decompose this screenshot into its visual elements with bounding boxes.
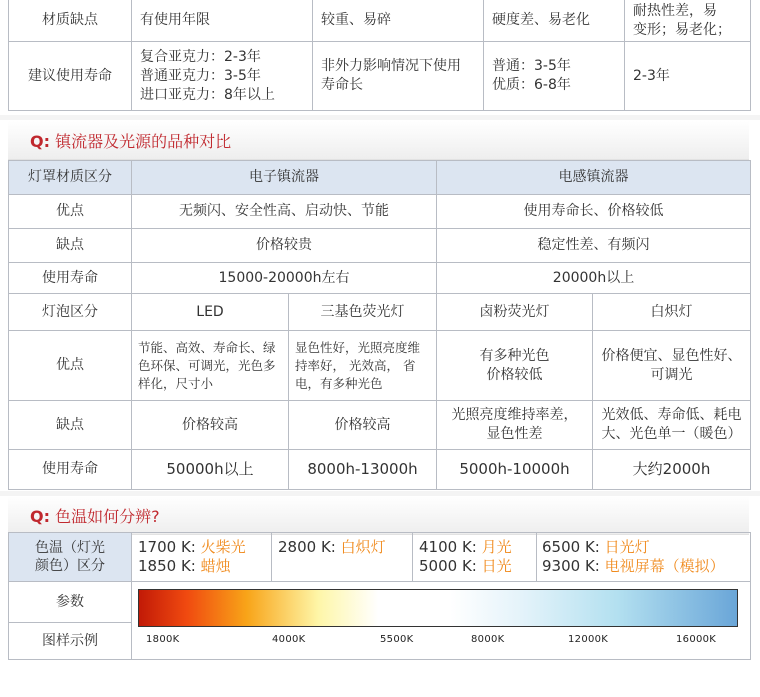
cell [625,0,751,42]
color-temp-row [9,533,751,582]
line: 显色性差 [486,426,543,442]
row-recommended-life [9,42,751,111]
temp-entry [138,538,271,557]
cell [289,401,437,450]
line: 耐热性差，易 [633,2,717,19]
temp-value: 1700 K: [138,538,196,556]
temp-group [272,533,413,581]
row-label: 图样示例 [9,623,132,660]
row-label: 使用寿命 [9,263,132,294]
cell: 15000-20000h左右 [132,263,437,294]
tick-label: 5500K [380,634,414,645]
line: 变形；易老化； [633,21,731,38]
cell [593,401,751,450]
cell: 无频闪、安全性高、启动快、节能 [132,195,437,229]
temp-source: 电视屏幕（模拟） [604,557,725,575]
row-label [9,533,132,582]
temp-source: 日光灯 [604,538,650,556]
temp-value: 4100 K: [419,538,477,556]
tick-label: 16000K [676,634,717,645]
bulb-row-cons [9,401,751,450]
cell: 价格较贵 [132,229,437,263]
separator [0,115,760,120]
ballast-row [9,195,751,229]
cell: 稳定性差、有频闪 [437,229,751,263]
temp-entry [138,557,271,576]
cell [625,42,751,111]
temp-value: 2800 K: [278,538,336,556]
temp-value: 9300 K: [542,557,600,575]
temp-entry [542,538,750,557]
color-temp-values [132,533,751,582]
ballast-row [9,229,751,263]
cell: 20000h以上 [437,263,751,294]
header-incandescent: 白炽灯 [593,294,751,331]
q-mark: Q: [30,507,50,526]
line: 显色性好，光照亮度维 [295,339,421,355]
line: 进口亚克力：8年以上 [140,86,275,103]
header-tri-phosphor: 三基色荧光灯 [289,294,437,331]
cell [132,450,289,490]
line: 可调光 [650,366,693,383]
line: 寿命长 [321,77,363,93]
row-label: 优点 [9,331,132,401]
tick-label: 8000K [471,634,505,645]
header-inductive: 电感镇流器 [437,161,751,195]
cell: 较重、易碎 [313,0,484,42]
row-label: 灯泡区分 [9,294,132,331]
bulb-row-life [9,450,751,490]
color-temperature-gradient-bar [138,589,738,627]
section-header-color-temp [8,496,749,535]
row-label: 缺点 [9,401,132,450]
ballast-row [9,263,751,294]
cell [132,331,289,401]
line: 价格较高 [182,416,238,433]
line: 50000h以上 [166,460,254,478]
cell [313,42,484,111]
section-title [30,129,231,152]
header-label: 灯罩材质区分 [9,161,132,195]
tick-label: 4000K [272,634,306,645]
line: 色环保、可调光，光色多 [138,357,276,373]
cell [593,331,751,401]
line: 光照亮度维持率差， [451,407,578,423]
row-label: 建议使用寿命 [9,42,132,111]
temp-source: 日光 [481,557,512,575]
line: 电，有多种光色 [295,375,383,391]
line: 节能、高效、寿命长、绿 [138,339,276,355]
row-label: 优点 [9,195,132,229]
row-label: 材质缺点 [9,0,132,42]
temp-value: 5000 K: [419,557,477,575]
row-label: 参数 [9,582,132,623]
line: 价格较高 [334,416,391,433]
bulb-row-pros [9,331,751,401]
cell [132,401,289,450]
header-electronic: 电子镇流器 [132,161,437,195]
cell [593,450,751,490]
row-label: 使用寿命 [9,450,132,490]
section-header-ballast [8,121,749,160]
cell [437,401,593,450]
temp-group [413,533,537,581]
line: 有多种光色 [479,347,550,364]
line: 2-3年 [633,67,670,84]
cell: 使用寿命长、价格较低 [437,195,751,229]
line: 价格较低 [486,366,543,383]
cell: 硬度差、易老化 [484,0,625,42]
line: 5000h-10000h [459,460,570,478]
temp-group [537,533,750,581]
line: 非外力影响情况下使用 [321,58,461,74]
line: 色温（灯光 [35,540,105,556]
row-material-defects [9,0,751,42]
ballast-bulb-table [8,160,751,490]
temp-entry [278,538,412,557]
temp-source: 白炽灯 [340,538,386,556]
tick-label: 12000K [568,634,609,645]
cell [437,331,593,401]
temp-value: 1850 K: [138,557,196,575]
top-material-table [8,0,751,111]
line: 样化，尺寸小 [138,375,214,391]
line: 持率好， 光效高， 省 [295,357,416,373]
title-text: 色温如何分辨? [55,507,160,526]
line: 颜色）区分 [35,558,105,574]
temp-group [132,533,272,581]
q-mark: Q: [30,132,50,151]
temp-entry [542,557,750,576]
temp-source: 火柴光 [200,538,246,556]
temp-entry [419,538,536,557]
cell [484,42,625,111]
line: 普通：3-5年 [492,58,571,74]
line: 价格便宜、显色性好、 [601,347,742,364]
temp-source: 月光 [481,538,512,556]
cell [437,450,593,490]
cell [132,42,313,111]
row-label: 缺点 [9,229,132,263]
line: 普通亚克力：3-5年 [140,67,261,84]
header-halophosphate: 卤粉荧光灯 [437,294,593,331]
temp-entry [419,557,536,576]
temp-value: 6500 K: [542,538,600,556]
bulb-header-row [9,294,751,331]
cell [289,331,437,401]
section-title [30,504,160,527]
line: 光效低、寿命低、耗电 [601,407,742,423]
temp-source: 蜡烛 [200,557,231,575]
title-text: 镇流器及光源的品种对比 [55,132,232,151]
ballast-header-row [9,161,751,195]
line: 大约2000h [632,460,711,478]
line: 复合亚克力：2-3年 [140,48,261,65]
header-led: LED [132,294,289,331]
line: 8000h-13000h [307,460,418,478]
cell [289,450,437,490]
tick-label: 1800K [146,634,180,645]
cell: 有使用年限 [132,0,313,42]
line: 大、光色单一（暖色） [601,426,742,442]
line: 优质：6-8年 [492,77,571,93]
